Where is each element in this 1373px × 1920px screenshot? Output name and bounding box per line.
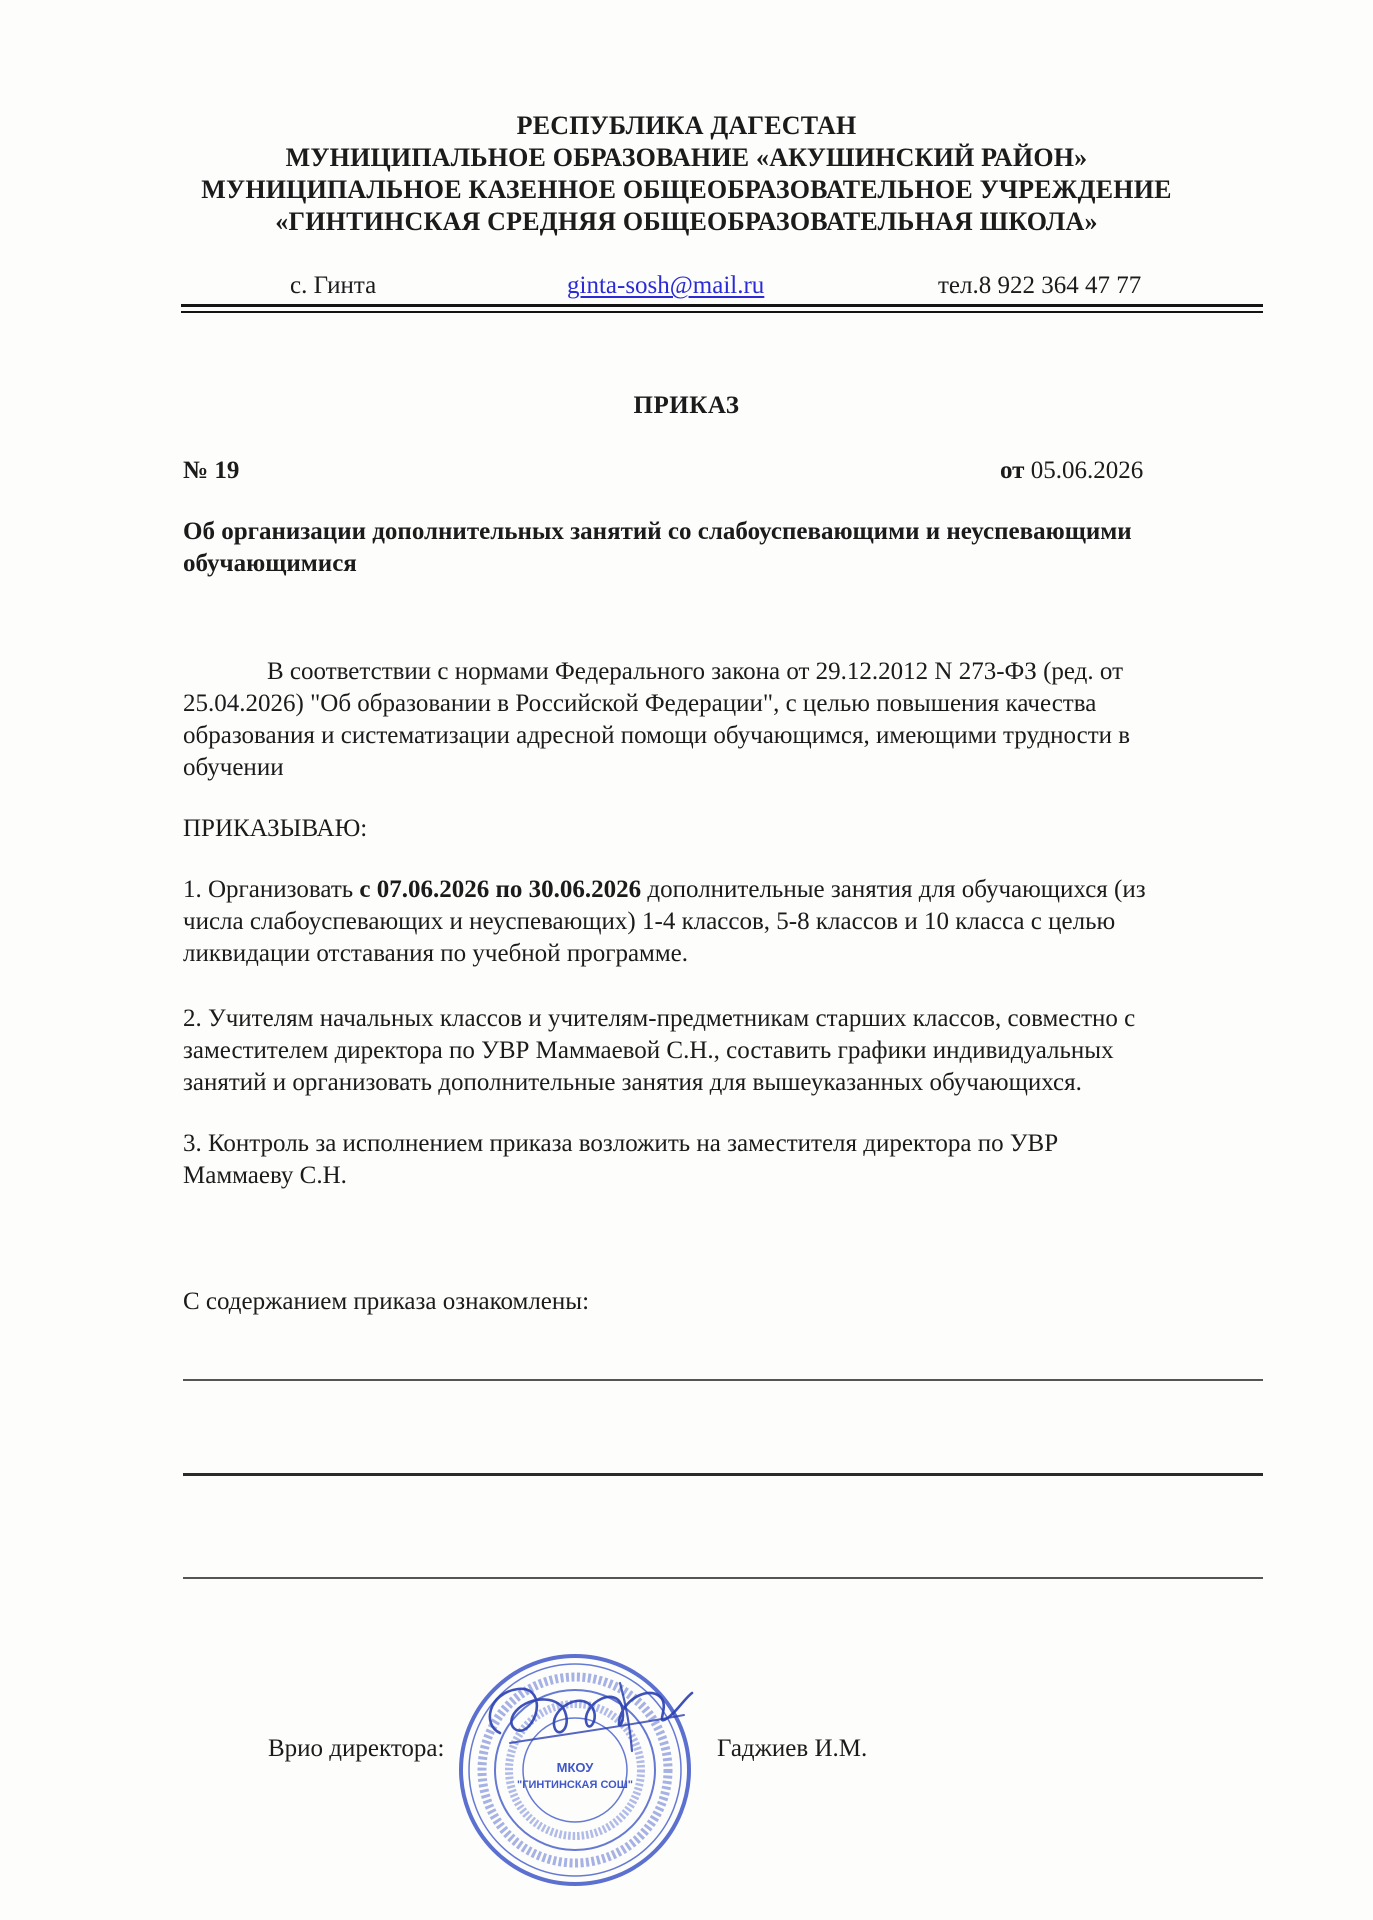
decree-word: ПРИКАЗЫВАЮ: — [183, 815, 368, 842]
item1-lead: 1. Организовать — [183, 876, 360, 903]
item-line: 2. Учителям начальных классов и учителям-предметникам старших классов, совместно с — [183, 1005, 1136, 1032]
header-municipality: МУНИЦИПАЛЬНОЕ ОБРАЗОВАНИЕ «АКУШИНСКИЙ РАЙОН» — [285, 143, 1088, 172]
order-item-3 — [183, 1128, 1263, 1192]
stamp-center-line2: "ГИНТИНСКАЯ СОШ" — [517, 1779, 633, 1791]
contact-phone: тел.8 922 364 47 77 — [938, 272, 1142, 299]
item-line: занятий и организовать дополнительные занятия для вышеуказанных обучающихся. — [183, 1069, 1082, 1096]
header-school-name: «ГИНТИНСКАЯ СРЕДНЯЯ ОБЩЕОБРАЗОВАТЕЛЬНАЯ ШКОЛА» — [275, 207, 1098, 236]
order-number: № 19 — [183, 457, 240, 484]
contact-village: с. Гинта — [290, 272, 377, 299]
item1-rest: дополнительные занятия для обучающихся (из — [641, 876, 1146, 903]
order-date-block — [1000, 455, 1143, 487]
item-line: заместителем директора по УВР Маммаевой С.Н., составить графики индивидуальных — [183, 1037, 1114, 1064]
order-date: 05.06.2026 — [1030, 457, 1144, 484]
signatory-name: Гаджиев И.М. — [717, 1735, 868, 1762]
acquainted-label: С содержанием приказа ознакомлены: — [183, 1288, 590, 1315]
item-line: 3. Контроль за исполнением приказа возложить на заместителя директора по УВР — [183, 1130, 1059, 1157]
document-title: ПРИКАЗ — [633, 392, 740, 419]
item1-period: с 07.06.2026 по 30.06.2026 — [359, 876, 642, 903]
stamp-center-line1: МКОУ — [556, 1760, 594, 1775]
subject-line: Об организации дополнительных занятий со слабоуспевающими и неуспевающими — [183, 518, 1132, 545]
preamble-line: образования и систематизации адресной помощи обучающимся, имеющими трудности в — [183, 722, 1131, 749]
signatory-position: Врио директора: — [268, 1735, 445, 1762]
item-line: Маммаеву С.Н. — [183, 1162, 347, 1189]
subject-line: обучающимися — [183, 550, 357, 577]
preamble-paragraph — [183, 656, 1263, 784]
preamble-line: 25.04.2026) "Об образовании в Российской Федерации", с целью повышения качества — [183, 690, 1097, 717]
signature-line — [183, 1473, 1263, 1476]
order-item-1 — [183, 874, 1263, 970]
signature-line — [183, 1379, 1263, 1381]
item-line: числа слабоуспевающих и неуспевающих) 1-4 классов, 5-8 классов и 10 класса с целью — [183, 908, 1116, 935]
item-line — [183, 874, 1263, 906]
order-date-prefix: от — [1000, 457, 1025, 484]
header-institution-type: МУНИЦИПАЛЬНОЕ КАЗЕННОЕ ОБЩЕОБРАЗОВАТЕЛЬНОЕ УЧРЕЖДЕНИЕ — [201, 175, 1172, 204]
director-signature — [470, 1655, 710, 1765]
item-line: ликвидации отставания по учебной программе. — [183, 940, 689, 967]
header-rule-thick — [181, 304, 1263, 307]
preamble-line: В соответствии с нормами Федерального закона от 29.12.2012 N 273-ФЗ (ред. от — [267, 658, 1123, 685]
signature-line — [183, 1577, 1263, 1579]
order-subject — [183, 516, 1263, 580]
preamble-line: обучении — [183, 754, 284, 781]
contact-email-link[interactable]: ginta-sosh@mail.ru — [567, 272, 765, 299]
header-republic: РЕСПУБЛИКА ДАГЕСТАН — [516, 111, 857, 140]
order-item-2 — [183, 1003, 1263, 1099]
header-rule-thin — [181, 311, 1263, 313]
